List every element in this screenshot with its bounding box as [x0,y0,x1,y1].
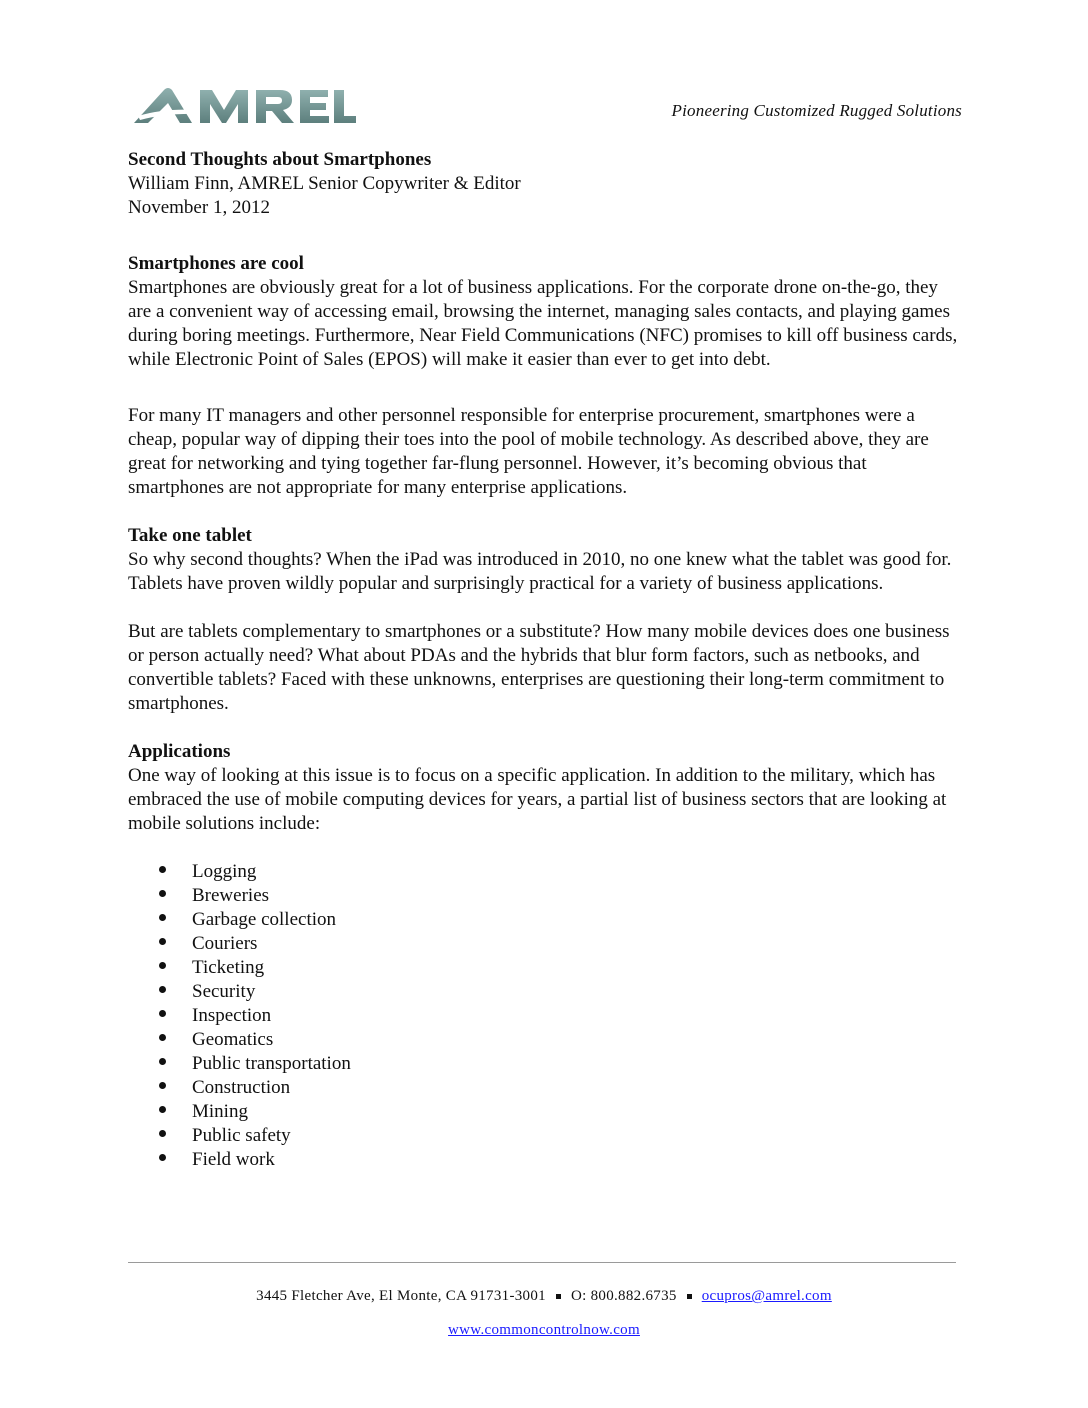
section-paragraph: For many IT managers and other personnel responsible for enterprise procurement, smartphones were a cheap, popular way of dipping their toes into the pool of mobile technology. As described above, they are great for networking and tying together far-flung personnel. However, it’s becoming obvious that smartphones are not appropriate for many enterprise applications. [128,405,929,498]
bullet-icon [159,938,166,945]
footer-website [0,1322,1088,1339]
list-item-label: Couriers [192,933,258,954]
article-author: William Finn, AMREL Senior Copywriter & Editor [128,173,521,194]
bullet-icon [159,866,166,873]
list-item [128,1028,960,1052]
bullet-icon [159,986,166,993]
business-sectors-list [128,860,960,1172]
bullet-icon [159,1154,166,1161]
list-item [128,1148,960,1172]
separator-icon [556,1294,561,1299]
list-item-label: Security [192,981,256,1002]
list-item [128,1052,960,1076]
list-item-label: Construction [192,1077,291,1098]
section-paragraph: So why second thoughts? When the iPad was introduced in 2010, no one knew what the tablet was good for. Tablets have proven wildly popular and surprisingly practical for a variety of business applications. [128,549,952,594]
bullet-icon [159,890,166,897]
bullet-icon [159,962,166,969]
footer-website-link[interactable]: www.commoncontrolnow.com [448,1322,640,1338]
footer-email-link[interactable]: ocupros@amrel.com [701,1288,832,1304]
list-item [128,1004,960,1028]
list-item-label: Ticketing [192,957,265,978]
footer-contact [0,1288,1088,1305]
bullet-icon [159,914,166,921]
section-heading: Take one tablet [128,525,252,546]
amrel-logo-mark [134,86,356,124]
list-item [128,884,960,908]
article-date: November 1, 2012 [128,197,270,218]
article-body [128,148,960,1172]
bullet-icon [159,1034,166,1041]
section-heading: Applications [128,741,231,762]
bullet-icon [159,1082,166,1089]
list-item [128,932,960,956]
section-paragraph: But are tablets complementary to smartphones or a substitute? How many mobile devices does one business or person actually need? What about PDAs and the hybrids that blur form factors, such as netbooks, and convertible tablets? Faced with these unknowns, enterprises are questioning their long-term commitment to smartphones. [128,621,950,714]
footer-address: 3445 Fletcher Ave, El Monte, CA 91731-3001 [256,1288,546,1304]
list-item-label: Public transportation [192,1053,351,1074]
footer-divider [128,1262,956,1263]
bullet-icon [159,1130,166,1137]
separator-icon [687,1294,692,1299]
list-item [128,908,960,932]
list-item [128,1124,960,1148]
bullet-icon [159,1010,166,1017]
list-item-label: Breweries [192,885,270,906]
list-item-label: Field work [192,1149,275,1170]
list-item [128,980,960,1004]
list-item-label: Garbage collection [192,909,337,930]
section-heading: Smartphones are cool [128,253,304,274]
company-tagline: Pioneering Customized Rugged Solutions [671,101,962,120]
list-item-label: Logging [192,861,257,882]
list-item-label: Mining [192,1101,248,1122]
section-paragraph: One way of looking at this issue is to focus on a specific application. In addition to the military, which has embraced the use of mobile computing devices for years, a partial list of business sectors that are looking at mobile solutions include: [128,765,947,834]
list-item-label: Inspection [192,1005,272,1026]
bullet-icon [159,1058,166,1065]
bullet-icon [159,1106,166,1113]
footer-phone: O: 800.882.6735 [570,1288,677,1304]
list-item [128,956,960,980]
section-paragraph: Smartphones are obviously great for a lot of business applications. For the corporate drone on-the-go, they are a convenient way of accessing email, browsing the internet, managing sales contacts, and playing games during boring meetings. Furthermore, Near Field Communications (NFC) promises to kill off business cards, while Electronic Point of Sales (EPOS) will make it easier than ever to get into debt. [128,277,958,370]
list-item [128,1076,960,1100]
list-item [128,860,960,884]
list-item [128,1100,960,1124]
list-item-label: Public safety [192,1125,291,1146]
article-title: Second Thoughts about Smartphones [128,149,432,170]
amrel-logo [134,86,356,124]
list-item-label: Geomatics [192,1029,274,1050]
